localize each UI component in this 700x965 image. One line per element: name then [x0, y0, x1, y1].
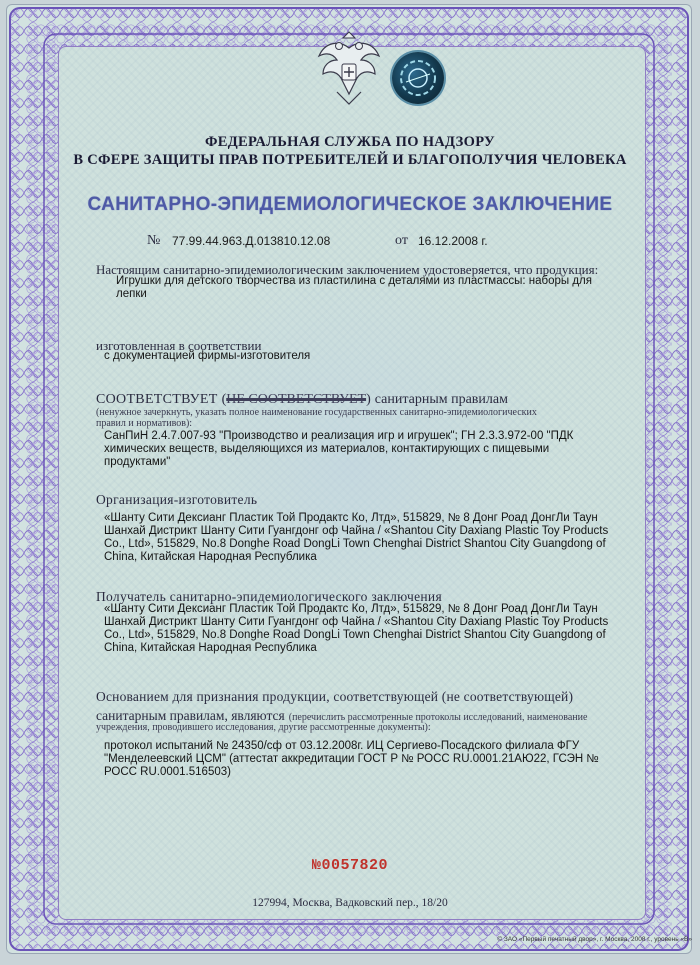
manufactured-basis: с документацией фирмы-изготовителя [104, 350, 311, 362]
manufacturer-label: Организация-изготовитель [96, 492, 258, 507]
basis-value: протокол испытаний № 24350/сф от 03.12.2008г. ИЦ Сергиево-Посадского филиала ФГУ "Менделеевский ЦСМ" (аттестат аккредитации ГОСТ Р № РОСС RU.0001.21АЮ22, ГСЭН № РОСС RU.0001.516503) [104, 740, 599, 778]
agency-name-line1: ФЕДЕРАЛЬНАЯ СЛУЖБА ПО НАДЗОРУ [205, 134, 495, 150]
product-description: Игрушки для детского творчества из пластилина с деталями из пластмассы: наборы для лепки [116, 275, 592, 300]
basis-note-line2: учреждения, проводившего исследования, другие рассмотренные документы): [96, 722, 431, 733]
double-headed-eagle-emblem [309, 30, 389, 110]
basis-note-inline: (перечислить рассмотренные протоколы исследований, наименование [288, 712, 588, 723]
certificate-number: 77.99.44.963.Д.013810.12.08 [172, 234, 331, 248]
serial-number-wrap [0, 856, 700, 874]
hologram-sticker [392, 52, 444, 104]
conformity-line: СООТВЕТСТВУЕТ (НЕ СООТВЕТСТВУЕТ) санитарным правилам [96, 392, 508, 407]
manufactured-label: изготовленная в соответствии [96, 338, 262, 353]
manufacturer-value: «Шанту Сити Дексианг Пластик Той Продактс Ко, Лтд», 515829, № 8 Донг Роад ДонгЛи Таун Шанхай Дистрикт Шанту Сити Гуангдонг оф Чайна / «Shantou City Daxiang Plastic Toy Products Co., Ltd», 515829, No.8 Donghe Road DongLi Town Chenghai District Shantou City Guangdong of China, Китайская Народная Республика [104, 512, 609, 563]
agency-name-line2: В СФЕРЕ ЗАЩИТЫ ПРАВ ПОТРЕБИТЕЛЕЙ И БЛАГОПОЛУЧИЯ ЧЕЛОВЕКА [73, 152, 627, 168]
certificate-body [58, 46, 646, 920]
serial-number: №0057820 [311, 857, 388, 874]
printer-imprint: © ЗАО «Первый печатный двор», г. Москва, 2008 г., уровень «В» [497, 936, 692, 943]
recipient-value: «Шанту Сити Дексианг Пластик Той Продактс Ко, Лтд», 515829, № 8 Донг Роад ДонгЛи Таун Шанхай Дистрикт Шанту Сити Гуангдонг оф Чайна / «Shantou City Daxiang Plastic Toy Products Co., Ltd», 515829, No.8 Donghe Road DongLi Town Chenghai District Shantou City Guangdong of China, Китайская Народная Республика [104, 603, 609, 654]
basis-line1: Основанием для признания продукции, соответствующей (не соответствующей) [96, 689, 574, 704]
recipient-label: Получатель санитарно-эпидемиологического заключения [96, 589, 442, 604]
conforms-text: СООТВЕТСТВУЕТ [96, 392, 218, 407]
conformity-note-line1: (ненужное зачеркнуть, указать полное наименование государственных санитарно-эпидемиологических [96, 407, 537, 418]
product-intro: Настоящим санитарно-эпидемиологическим заключением удостоверяется, что продукция: [96, 262, 599, 277]
certificate-date: 16.12.2008 г. [418, 234, 488, 248]
not-conforms-struck: НЕ СООТВЕТСТВУЕТ [226, 392, 367, 407]
sanitary-rules-text: санитарным правилам [374, 392, 508, 407]
conformity-note-line2: правил и нормативов): [96, 418, 193, 429]
footer-address: 127994, Москва, Вадковский пер., 18/20 [252, 897, 448, 909]
document-title: САНИТАРНО-ЭПИДЕМИОЛОГИЧЕСКОЕ ЗАКЛЮЧЕНИЕ [87, 194, 613, 215]
number-prefix: № [147, 233, 161, 248]
sanitary-rules-value: СанПиН 2.4.7.007-93 "Производство и реализация игр и игрушек"; ГН 2.3.3.972-00 "ПДК химических веществ, выделяющихся из материалов, контактирующих с пищевыми продуктами" [104, 430, 574, 468]
basis-line2: санитарным правилам, являются [96, 708, 285, 723]
date-prefix: от [395, 233, 408, 248]
